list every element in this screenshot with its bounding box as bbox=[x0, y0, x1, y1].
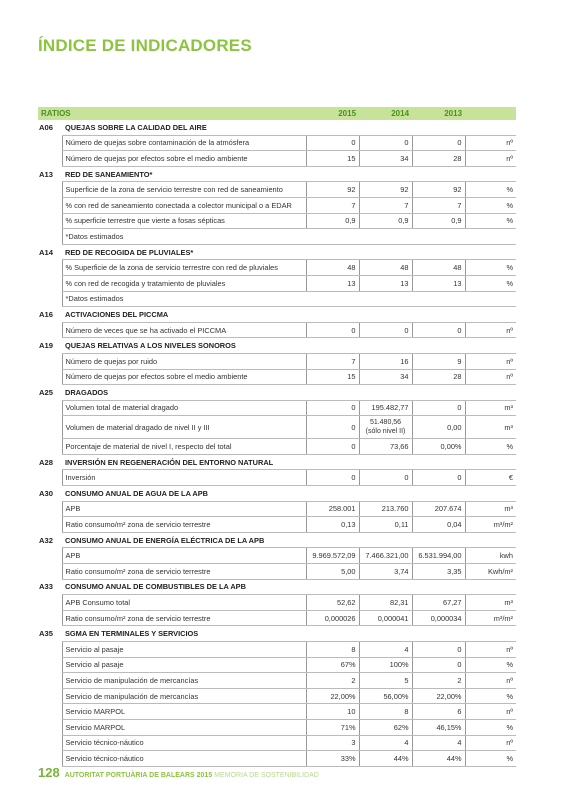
value-2013: 13 bbox=[412, 275, 465, 291]
section-row bbox=[38, 385, 516, 401]
indicator-description: Número de veces que se ha activado el PICCMA bbox=[62, 322, 306, 338]
unit: % bbox=[465, 439, 516, 455]
table-row bbox=[38, 470, 516, 486]
unit: % bbox=[465, 260, 516, 276]
section-title: INVERSIÓN EN REGENERACIÓN DEL ENTORNO NATURAL bbox=[62, 454, 516, 470]
indicator-description: Servicio técnico-náutico bbox=[62, 735, 306, 751]
unit: % bbox=[465, 751, 516, 767]
value-2013: 22,00% bbox=[412, 688, 465, 704]
value-2014: 5 bbox=[359, 673, 412, 689]
value-2013: 6 bbox=[412, 704, 465, 720]
unit: m³ bbox=[465, 595, 516, 611]
value-2015: 33% bbox=[306, 751, 359, 767]
unit: % bbox=[465, 213, 516, 229]
indicator-description: APB bbox=[62, 548, 306, 564]
section-code: A25 bbox=[39, 387, 53, 397]
table-row bbox=[38, 704, 516, 720]
table-row bbox=[38, 517, 516, 533]
table-row bbox=[38, 719, 516, 735]
value-2013: 207.674 bbox=[412, 501, 465, 517]
indicator-description: Ratio consumo/m² zona de servicio terrestre bbox=[62, 564, 306, 580]
unit: % bbox=[465, 688, 516, 704]
indent-cell bbox=[38, 151, 62, 167]
unit: % bbox=[465, 657, 516, 673]
value-2014: 34 bbox=[359, 369, 412, 385]
indicator-description: Servicio de manipulación de mercancías bbox=[62, 673, 306, 689]
value-2013: 7 bbox=[412, 197, 465, 213]
value-2015: 22,00% bbox=[306, 688, 359, 704]
indent-cell bbox=[38, 369, 62, 385]
value-2015: 52,62 bbox=[306, 595, 359, 611]
value-2014: 48 bbox=[359, 260, 412, 276]
indicator-description: % Superficie de la zona de servicio terrestre con red de pluviales bbox=[62, 260, 306, 276]
indicator-description: Volumen total de material dragado bbox=[62, 400, 306, 416]
value-2014: 44% bbox=[359, 751, 412, 767]
table-row bbox=[38, 657, 516, 673]
indent-cell bbox=[38, 400, 62, 416]
unit: nº bbox=[465, 735, 516, 751]
indicator-description: Servicio MARPOL bbox=[62, 719, 306, 735]
value-2013: 4 bbox=[412, 735, 465, 751]
section-row bbox=[38, 244, 516, 260]
indicator-description: % con red de saneamiento conectada a colector municipal o a EDAR bbox=[62, 197, 306, 213]
value-2013: 3,35 bbox=[412, 564, 465, 580]
year-2013-header: 2013 bbox=[412, 107, 465, 120]
section-row bbox=[38, 532, 516, 548]
indent-cell bbox=[38, 439, 62, 455]
indent-cell bbox=[38, 657, 62, 673]
indent-cell bbox=[38, 595, 62, 611]
section-code: A16 bbox=[39, 309, 53, 319]
indicator-description: % con red de recogida y tratamiento de pluviales bbox=[62, 275, 306, 291]
indent-cell bbox=[38, 751, 62, 767]
value-2015: 0 bbox=[306, 416, 359, 439]
unit: Kwh/m² bbox=[465, 564, 516, 580]
value-2015: 0 bbox=[306, 135, 359, 151]
value-2015: 0 bbox=[306, 322, 359, 338]
value-2015: 15 bbox=[306, 151, 359, 167]
value-2014: 0 bbox=[359, 470, 412, 486]
indent-cell bbox=[38, 517, 62, 533]
value-2014: 195.482,77 bbox=[359, 400, 412, 416]
value-2015: 13 bbox=[306, 275, 359, 291]
section-code: A33 bbox=[39, 582, 53, 592]
value-2015: 3 bbox=[306, 735, 359, 751]
table-row bbox=[38, 688, 516, 704]
value-2015: 10 bbox=[306, 704, 359, 720]
section-code: A19 bbox=[39, 341, 53, 351]
value-2013: 6.531.994,00 bbox=[412, 548, 465, 564]
indicator-description: Servicio técnico-náutico bbox=[62, 751, 306, 767]
value-2015: 0 bbox=[306, 470, 359, 486]
section-row bbox=[38, 579, 516, 595]
value-2014: 100% bbox=[359, 657, 412, 673]
unit: m³ bbox=[465, 501, 516, 517]
indent-cell bbox=[38, 197, 62, 213]
unit: m³/m² bbox=[465, 517, 516, 533]
value-2013: 92 bbox=[412, 182, 465, 198]
value-2015: 15 bbox=[306, 369, 359, 385]
section-title: CONSUMO ANUAL DE COMBUSTIBLES DE LA APB bbox=[62, 579, 516, 595]
footer-year: 2015 bbox=[196, 772, 213, 779]
indent-cell bbox=[38, 322, 62, 338]
value-2013: 28 bbox=[412, 151, 465, 167]
unit: m³ bbox=[465, 400, 516, 416]
indent-cell bbox=[38, 291, 62, 307]
unit: nº bbox=[465, 673, 516, 689]
unit: % bbox=[465, 197, 516, 213]
value-2015: 0,000026 bbox=[306, 610, 359, 626]
indent-cell bbox=[38, 642, 62, 658]
section-code: A32 bbox=[39, 535, 53, 545]
estimated-note: *Datos estimados bbox=[62, 229, 516, 245]
table-row bbox=[38, 400, 516, 416]
value-2013: 0,00% bbox=[412, 439, 465, 455]
indent-cell bbox=[38, 610, 62, 626]
indent-cell bbox=[38, 673, 62, 689]
value-2013: 0,00 bbox=[412, 416, 465, 439]
table-row bbox=[38, 564, 516, 580]
value-2014: 0 bbox=[359, 135, 412, 151]
value-2013: 0 bbox=[412, 400, 465, 416]
indicator-description: Número de quejas por efectos sobre el medio ambiente bbox=[62, 151, 306, 167]
indent-cell bbox=[38, 688, 62, 704]
page-number: 128 bbox=[38, 765, 60, 780]
indent-cell bbox=[38, 182, 62, 198]
value-2013: 44% bbox=[412, 751, 465, 767]
value-2013: 67,27 bbox=[412, 595, 465, 611]
section-code: A06 bbox=[39, 123, 53, 133]
value-2015: 0,13 bbox=[306, 517, 359, 533]
value-2014: 0,11 bbox=[359, 517, 412, 533]
table-row bbox=[38, 275, 516, 291]
indicator-description: % superficie terrestre que vierte a fosas sépticas bbox=[62, 213, 306, 229]
value-2015: 2 bbox=[306, 673, 359, 689]
value-2013: 9 bbox=[412, 353, 465, 369]
value-2015: 67% bbox=[306, 657, 359, 673]
footer-org: AUTORITAT PORTUÀRIA DE BALEARS bbox=[64, 772, 195, 779]
value-2014-note: (sólo nivel II) bbox=[365, 428, 406, 436]
indicator-description: Ratio consumo/m² zona de servicio terrestre bbox=[62, 517, 306, 533]
table-header bbox=[38, 107, 516, 120]
table-row bbox=[38, 501, 516, 517]
table-row bbox=[38, 369, 516, 385]
section-row bbox=[38, 626, 516, 642]
table-row bbox=[38, 260, 516, 276]
unit: nº bbox=[465, 135, 516, 151]
indicator-description: Número de quejas sobre contaminación de la atmósfera bbox=[62, 135, 306, 151]
indicator-description: Servicio al pasaje bbox=[62, 657, 306, 673]
year-2014-header: 2014 bbox=[359, 107, 412, 120]
section-title: RED DE RECOGIDA DE PLUVIALES* bbox=[62, 244, 516, 260]
value-2015: 7 bbox=[306, 197, 359, 213]
section-row bbox=[38, 338, 516, 354]
value-2014: 13 bbox=[359, 275, 412, 291]
value-2014: 34 bbox=[359, 151, 412, 167]
table-row bbox=[38, 416, 516, 439]
indent-cell bbox=[38, 501, 62, 517]
indicator-description: Número de quejas por ruido bbox=[62, 353, 306, 369]
page-footer bbox=[38, 765, 319, 780]
indicator-description: Servicio al pasaje bbox=[62, 642, 306, 658]
table-row bbox=[38, 353, 516, 369]
value-2014: 7.466.321,00 bbox=[359, 548, 412, 564]
table-row bbox=[38, 673, 516, 689]
value-2013: 0,9 bbox=[412, 213, 465, 229]
unit: nº bbox=[465, 704, 516, 720]
indent-cell bbox=[38, 229, 62, 245]
page-title: ÍNDICE DE INDICADORES bbox=[38, 36, 252, 55]
estimated-note: *Datos estimados bbox=[62, 291, 516, 307]
table-row bbox=[38, 610, 516, 626]
ratios-header: RATIOS bbox=[38, 107, 306, 120]
value-2015: 9.969.572,09 bbox=[306, 548, 359, 564]
value-2014: 3,74 bbox=[359, 564, 412, 580]
value-2014: 0,000041 bbox=[359, 610, 412, 626]
indent-cell bbox=[38, 275, 62, 291]
unit: nº bbox=[465, 369, 516, 385]
value-2014: 92 bbox=[359, 182, 412, 198]
unit: m³ bbox=[465, 416, 516, 439]
section-title: ACTIVACIONES DEL PICCMA bbox=[62, 307, 516, 323]
unit: % bbox=[465, 275, 516, 291]
indicator-description: Servicio MARPOL bbox=[62, 704, 306, 720]
value-2013: 0 bbox=[412, 322, 465, 338]
value-2014: 51.480,56 bbox=[369, 419, 402, 427]
value-2014: 4 bbox=[359, 642, 412, 658]
indent-cell bbox=[38, 735, 62, 751]
table-row bbox=[38, 322, 516, 338]
section-title: QUEJAS SOBRE LA CALIDAD DEL AIRE bbox=[62, 120, 516, 135]
value-2014: 0 bbox=[359, 322, 412, 338]
value-2013: 0 bbox=[412, 642, 465, 658]
unit: nº bbox=[465, 642, 516, 658]
section-code: A14 bbox=[39, 247, 53, 257]
table-row bbox=[38, 135, 516, 151]
indicator-description: Número de quejas por efectos sobre el medio ambiente bbox=[62, 369, 306, 385]
value-2014: 82,31 bbox=[359, 595, 412, 611]
value-2015: 0 bbox=[306, 439, 359, 455]
table-row bbox=[38, 197, 516, 213]
table-row bbox=[38, 439, 516, 455]
value-2013: 0 bbox=[412, 657, 465, 673]
section-title: CONSUMO ANUAL DE AGUA DE LA APB bbox=[62, 486, 516, 502]
unit: nº bbox=[465, 322, 516, 338]
unit: € bbox=[465, 470, 516, 486]
indent-cell bbox=[38, 353, 62, 369]
value-2015: 8 bbox=[306, 642, 359, 658]
indicator-description: APB Consumo total bbox=[62, 595, 306, 611]
indicator-description: Servicio de manipulación de mercancías bbox=[62, 688, 306, 704]
value-2015: 0,9 bbox=[306, 213, 359, 229]
unit: kwh bbox=[465, 548, 516, 564]
indicator-description: Porcentaje de material de nivel I, respecto del total bbox=[62, 439, 306, 455]
value-2014: 62% bbox=[359, 719, 412, 735]
section-title: QUEJAS RELATIVAS A LOS NIVELES SONOROS bbox=[62, 338, 516, 354]
value-2015: 92 bbox=[306, 182, 359, 198]
indicator-description: Volumen de material dragado de nivel II y III bbox=[62, 416, 306, 439]
unit: % bbox=[465, 182, 516, 198]
value-2015: 48 bbox=[306, 260, 359, 276]
indent-cell bbox=[38, 548, 62, 564]
section-title: CONSUMO ANUAL DE ENERGÍA ELÉCTRICA DE LA APB bbox=[62, 532, 516, 548]
section-row bbox=[38, 307, 516, 323]
section-code: A28 bbox=[39, 457, 53, 467]
indent-cell bbox=[38, 416, 62, 439]
value-2014: 8 bbox=[359, 704, 412, 720]
value-2013: 28 bbox=[412, 369, 465, 385]
indicators-table bbox=[38, 107, 516, 767]
indent-cell bbox=[38, 564, 62, 580]
indicator-description: Inversión bbox=[62, 470, 306, 486]
note-row bbox=[38, 291, 516, 307]
value-2015: 71% bbox=[306, 719, 359, 735]
table-row bbox=[38, 751, 516, 767]
year-2015-header: 2015 bbox=[306, 107, 359, 120]
value-2015: 0 bbox=[306, 400, 359, 416]
unit: m³/m² bbox=[465, 610, 516, 626]
section-code: A35 bbox=[39, 629, 53, 639]
value-2015: 7 bbox=[306, 353, 359, 369]
value-2013: 0 bbox=[412, 470, 465, 486]
indent-cell bbox=[38, 470, 62, 486]
indent-cell bbox=[38, 213, 62, 229]
unit: nº bbox=[465, 353, 516, 369]
indicator-description: APB bbox=[62, 501, 306, 517]
note-row bbox=[38, 229, 516, 245]
indent-cell bbox=[38, 260, 62, 276]
unit: nº bbox=[465, 151, 516, 167]
table-row bbox=[38, 213, 516, 229]
value-2014: 73,66 bbox=[359, 439, 412, 455]
section-title: RED DE SANEAMIENTO* bbox=[62, 166, 516, 182]
unit: % bbox=[465, 719, 516, 735]
value-2014-cell bbox=[359, 416, 412, 439]
section-title: SGMA EN TERMINALES Y SERVICIOS bbox=[62, 626, 516, 642]
value-2013: 48 bbox=[412, 260, 465, 276]
section-row bbox=[38, 486, 516, 502]
section-title: DRAGADOS bbox=[62, 385, 516, 401]
section-code: A13 bbox=[39, 169, 53, 179]
table-row bbox=[38, 642, 516, 658]
value-2013: 0,04 bbox=[412, 517, 465, 533]
indent-cell bbox=[38, 135, 62, 151]
indicator-description: Superficie de la zona de servicio terrestre con red de saneamiento bbox=[62, 182, 306, 198]
value-2014: 0,9 bbox=[359, 213, 412, 229]
section-code: A30 bbox=[39, 488, 53, 498]
value-2013: 0,000034 bbox=[412, 610, 465, 626]
indent-cell bbox=[38, 719, 62, 735]
value-2014: 213.760 bbox=[359, 501, 412, 517]
value-2013: 2 bbox=[412, 673, 465, 689]
value-2014: 7 bbox=[359, 197, 412, 213]
indent-cell bbox=[38, 704, 62, 720]
section-row bbox=[38, 454, 516, 470]
value-2013: 46,15% bbox=[412, 719, 465, 735]
section-row bbox=[38, 120, 516, 135]
table-row bbox=[38, 182, 516, 198]
value-2015: 5,00 bbox=[306, 564, 359, 580]
value-2014: 4 bbox=[359, 735, 412, 751]
value-2013: 0 bbox=[412, 135, 465, 151]
table-row bbox=[38, 595, 516, 611]
section-row bbox=[38, 166, 516, 182]
value-2014: 16 bbox=[359, 353, 412, 369]
table-row bbox=[38, 151, 516, 167]
table-row bbox=[38, 735, 516, 751]
footer-memoria: MEMORIA DE SOSTENIBILIDAD bbox=[214, 772, 319, 779]
value-2015: 258.001 bbox=[306, 501, 359, 517]
indicator-description: Ratio consumo/m² zona de servicio terrestre bbox=[62, 610, 306, 626]
table-row bbox=[38, 548, 516, 564]
unit-header bbox=[465, 107, 516, 120]
value-2014: 56,00% bbox=[359, 688, 412, 704]
